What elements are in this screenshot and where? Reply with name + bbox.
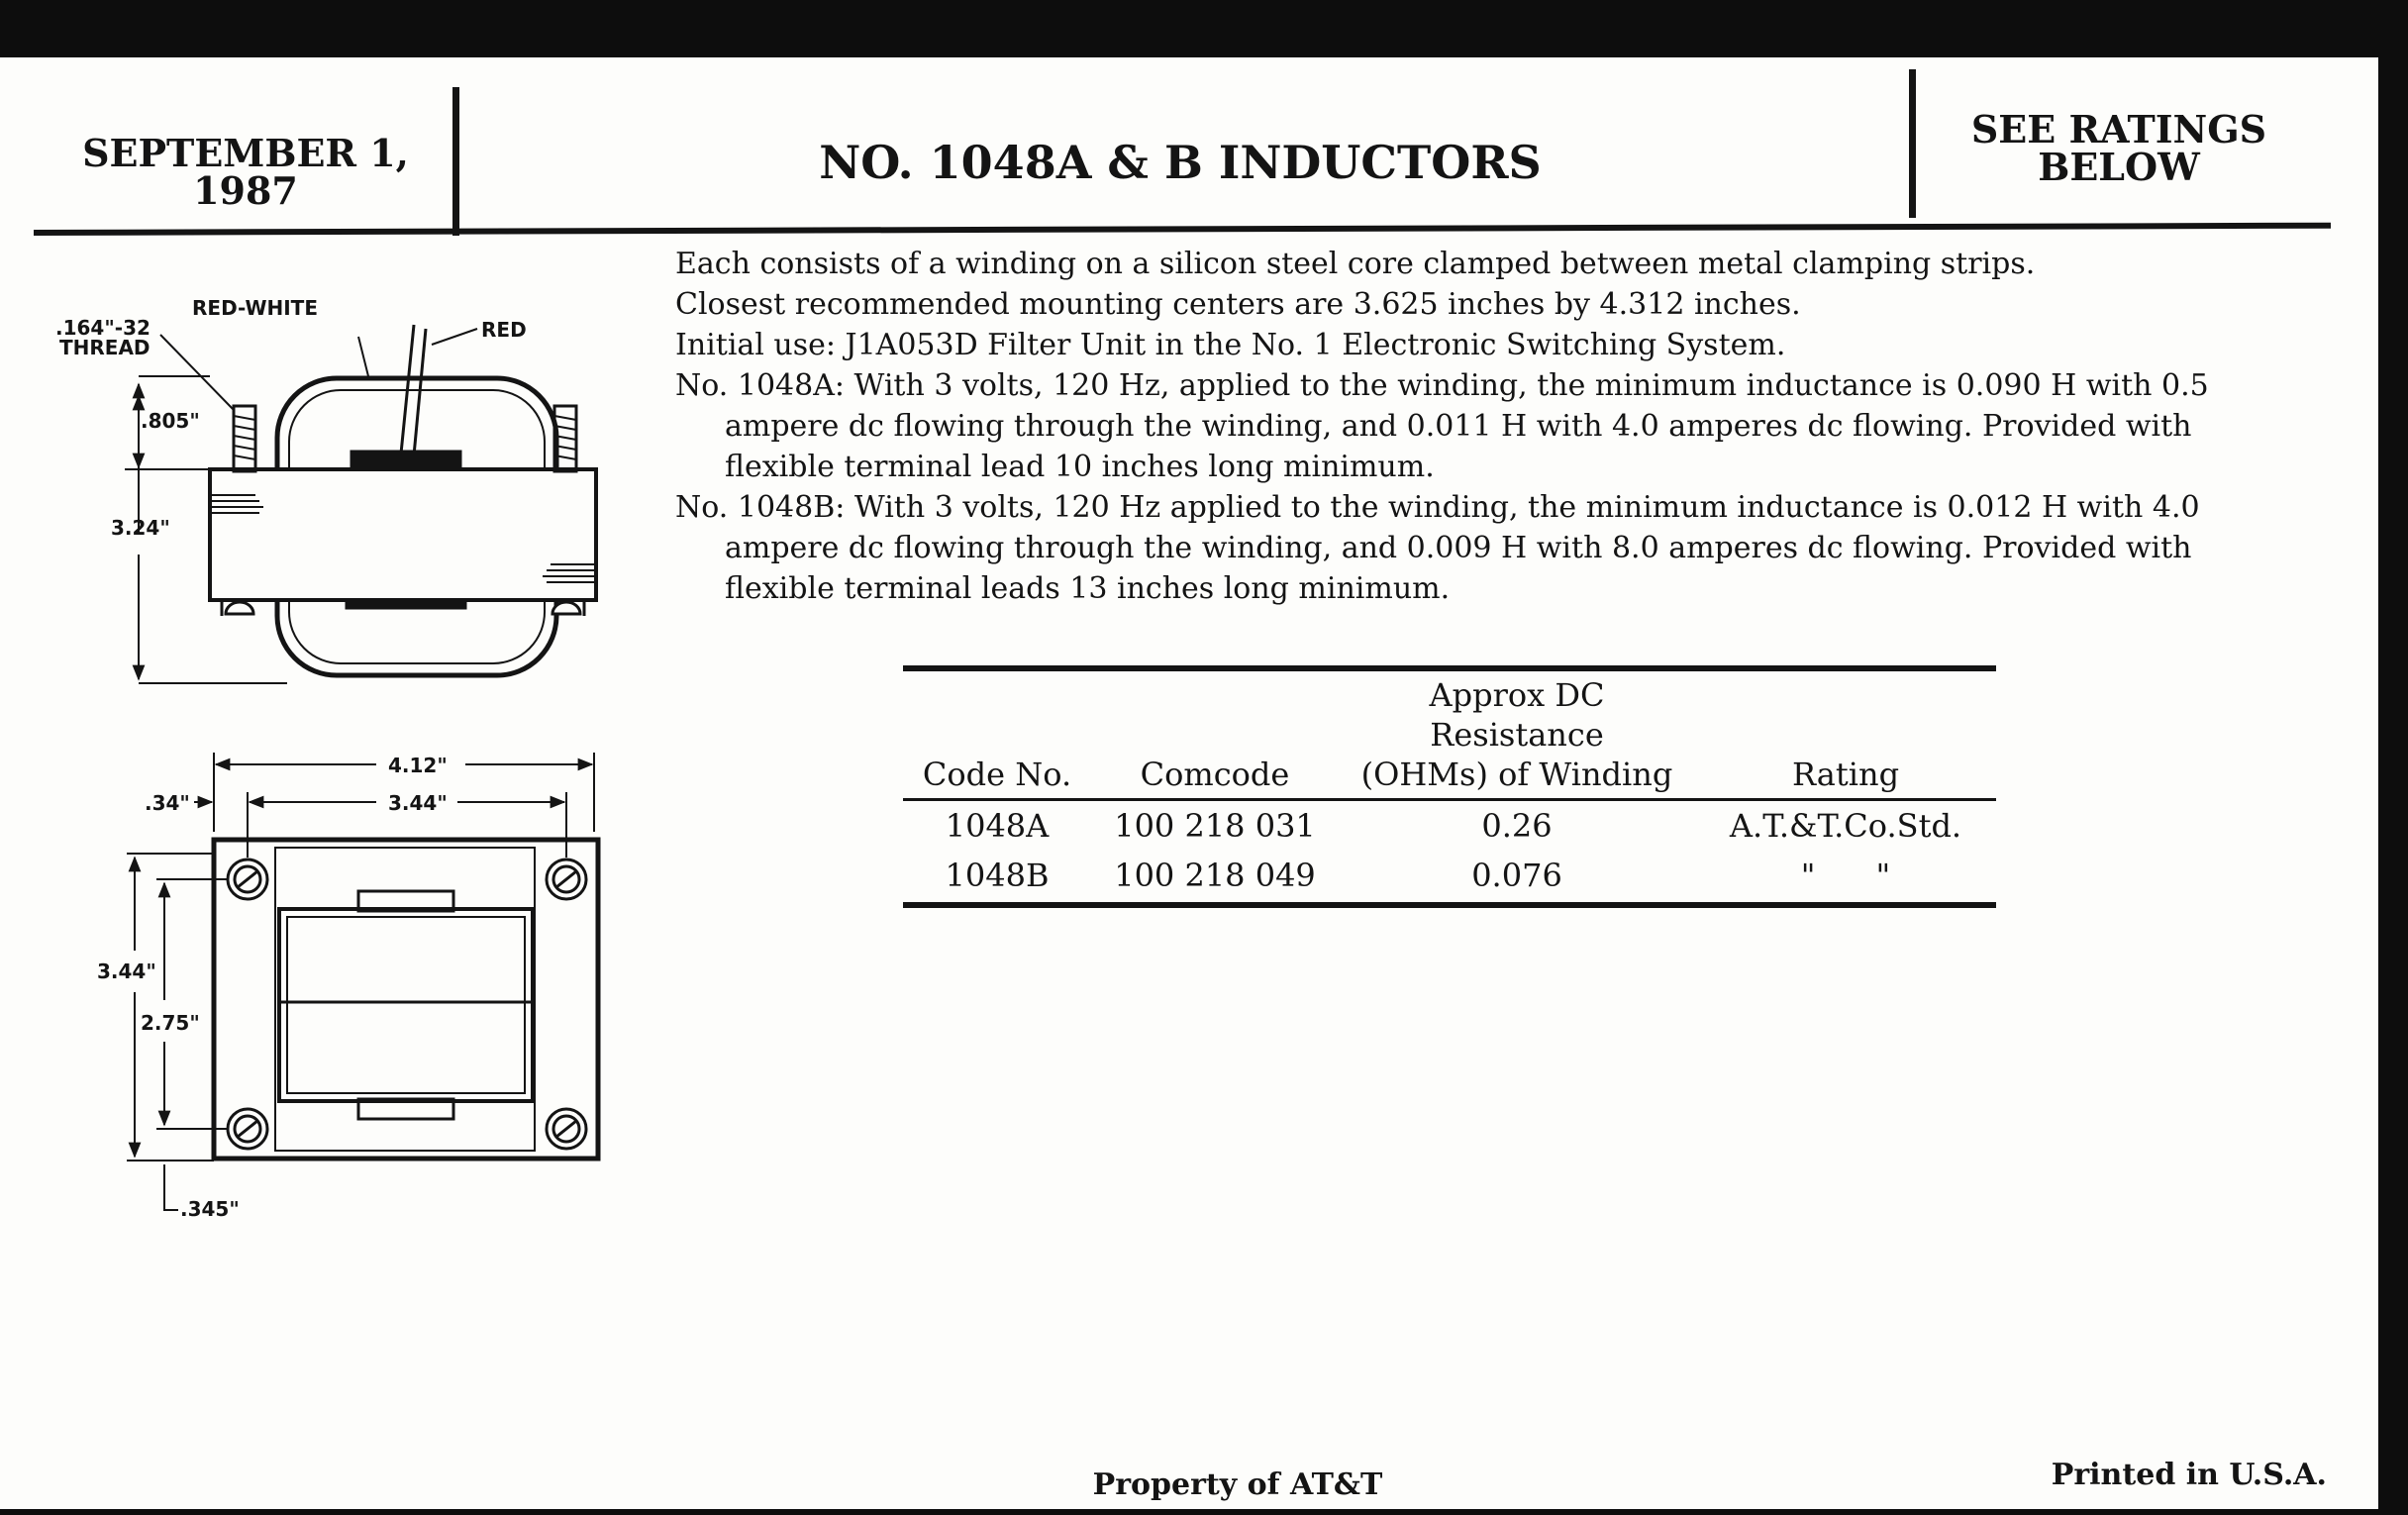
header-date-line1: SEPTEMBER 1, [82,131,409,175]
col-resistance-header-line2: (OHMs) of Winding [1360,756,1673,793]
header-divider-right [1909,69,1916,218]
label-thread-size: .164"-32 [55,316,150,340]
dim-overall-depth: 3.44" [97,960,156,983]
col-code-header: Code No. [922,756,1072,793]
side-view [125,325,596,683]
description [675,244,2299,609]
footer-printed: Printed in U.S.A. [2051,1458,2327,1492]
cell-code: 1048B [945,857,1050,894]
table-bottom-rule [903,902,1996,908]
table-row [903,800,1996,852]
ratings-table [903,665,1996,908]
dim-offset: .34" [145,791,190,815]
cell-comcode: 100 218 031 [1114,807,1316,845]
col-resistance-header [1339,671,1695,800]
cell-rating: " " [1800,857,1891,894]
col-comcode-header: Comcode [1140,756,1290,793]
scan-border-right [2378,0,2408,1515]
label-thread: THREAD [59,336,150,359]
description-line-1: Each consists of a winding on a silicon steel core clamped between metal clamping strips. [675,247,2036,281]
dim-overall-width: 4.12" [388,754,448,777]
cell-resistance: 0.076 [1471,857,1562,894]
header-ratings-line1: SEE RATINGS [1970,107,2267,152]
description-line-3: Initial use: J1A053D Filter Unit in the No. 1 Electronic Switching System. [675,328,1786,362]
dim-bottom-offset: .345" [180,1197,240,1221]
dim-post-height: .805" [141,409,200,433]
col-rating-header: Rating [1791,756,1900,793]
label-lead-red: RED [481,318,527,342]
dim-hole-spacing-x: 3.44" [388,791,448,815]
table-row [903,851,1996,900]
cell-resistance: 0.26 [1481,807,1553,845]
header-date-line2: 1987 [193,168,298,213]
page-title: NO. 1048A & B INDUCTORS [819,136,1542,189]
cell-code: 1048A [945,807,1050,845]
scan-border-bottom [0,1509,2408,1515]
inductor-drawing [0,0,693,1287]
table-header-row [903,671,1996,800]
description-1048b: No. 1048B: With 3 volts, 120 Hz applied to the winding, the minimum inductance is 0.012 H with 4.0 ampere dc flowing through the winding, and 0.009 H with 8.0 amperes dc flowing. Provided with flexible terminal leads 13 inches long minimum. [675,490,2200,606]
footer-property: Property of AT&T [1092,1467,1383,1502]
col-resistance-header-line1: Approx DC Resistance [1429,676,1605,754]
dim-total-height: 3.24" [111,516,170,540]
cell-comcode: 100 218 049 [1114,857,1316,894]
description-1048a: No. 1048A: With 3 volts, 120 Hz, applied to the winding, the minimum inductance is 0.090 H with 0.5 ampere dc flowing through the winding, and 0.011 H with 4.0 amperes dc flowing. Provided with flexible terminal lead 10 inches long minimum. [675,368,2209,484]
top-view [127,753,598,1210]
description-line-2: Closest recommended mounting centers are 3.625 inches by 4.312 inches. [675,287,1801,322]
label-lead-red-white: RED-WHITE [192,296,318,320]
header-ratings-line2: BELOW [2038,145,2200,189]
header-ratings-note [1921,107,2317,189]
cell-rating: A.T.&T.Co.Std. [1729,807,1962,845]
dim-hole-spacing-y: 2.75" [141,1011,200,1035]
